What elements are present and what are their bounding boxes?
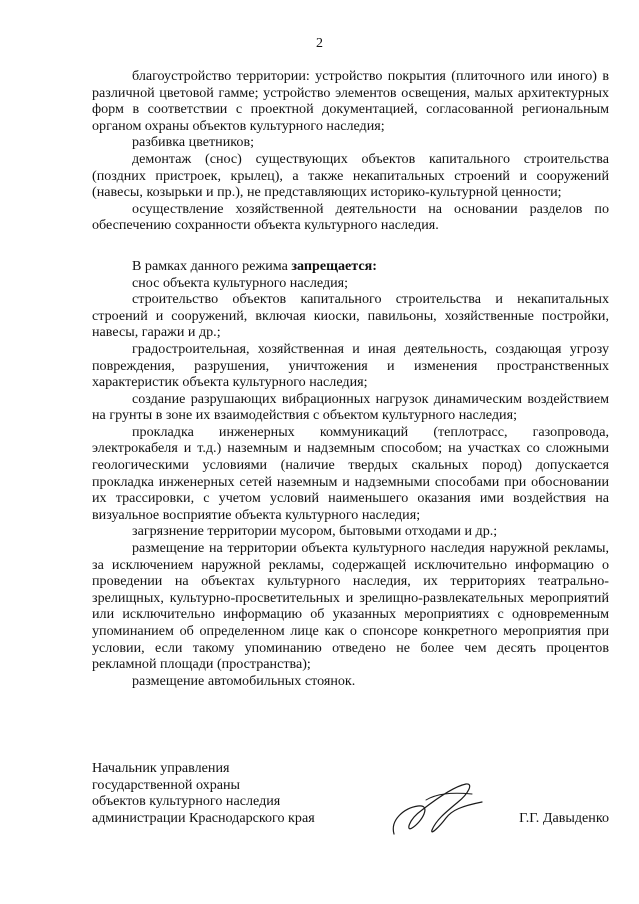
signatory-title-line: администрации Краснодарского края bbox=[92, 809, 315, 826]
allowed-item: благоустройство территории: устройство покрытия (плиточного или иного) в различной цветовой гамме; устройство элементов освещения, малых архитектурных форм в соответствии с проектной документацией, согласованной региональным органом охраны объектов культурного наследия; bbox=[92, 68, 609, 134]
prohibited-item: размещение автомобильных стоянок. bbox=[132, 672, 356, 689]
signature-block bbox=[92, 760, 609, 840]
signatory-name: Г.Г. Давыденко bbox=[519, 809, 609, 826]
handwritten-signature bbox=[382, 780, 492, 840]
prohibited-item: строительство объектов капитального строительства и некапитальных строений и сооружений, включая киоски, павильоны, хозяйственные постройки, навесы, гаражи и др.; bbox=[92, 291, 609, 341]
page-number: 2 bbox=[316, 36, 323, 51]
allowed-item: разбивка цветников; bbox=[132, 134, 255, 151]
prohibited-lead-bold: запрещается: bbox=[291, 257, 377, 274]
prohibited-item: снос объекта культурного наследия; bbox=[132, 274, 349, 291]
paragraph-gap bbox=[92, 234, 609, 258]
signatory-title-line: объектов культурного наследия bbox=[92, 793, 281, 810]
prohibited-item: загрязнение территории мусором, бытовыми отходами и др.; bbox=[132, 523, 498, 540]
allowed-item: осуществление хозяйственной деятельности на основании разделов по обеспечению сохранности объекта культурного наследия. bbox=[92, 200, 609, 234]
prohibited-item: прокладка инженерных коммуникаций (теплотрасс, газопровода, электрокабеля и т.д.) наземным и надземным способом; на участках со сложными геологическими условиями (наличие твердых скальных пород) допускается прокладка инженерных сетей наземным и надземными способами при обосновании их трассировки, с учетом условий наименьшего оказания ими воздействия на визуальное восприятие объекта культурного наследия; bbox=[92, 423, 609, 523]
prohibited-item: создание разрушающих вибрационных нагрузок динамическим воздействием на грунты в зоне их взаимодействия с объектом культурного наследия; bbox=[92, 390, 609, 424]
signatory-title-line: Начальник управления bbox=[92, 760, 230, 776]
allowed-item: демонтаж (снос) существующих объектов капитального строительства (поздних пристроек, крылец), а также некапитальных строений и сооружений (навесы, козырьки и пр.), не представляющих историко-культурной ценности; bbox=[92, 150, 609, 201]
signatory-title-line: государственной охраны bbox=[92, 776, 241, 793]
signatory-title bbox=[92, 760, 315, 826]
prohibited-lead-text: В рамках данного режима bbox=[132, 257, 292, 274]
prohibited-item: размещение на территории объекта культурного наследия наружной рекламы, за исключением наружной рекламы, содержащей исключительно информацию о проведении на объектах культурного наследия, их территориях театрально-зрелищных, культурно-просветительных и зрелищно-развлекательных мероприятий или исключительно информацию об указанных мероприятиях с одновременным упоминанием об определенном лице как о спонсоре конкретного мероприятия при условии, если такому упоминанию отведено не более чем десять процентов рекламной площади (пространства); bbox=[92, 540, 609, 673]
prohibited-item: градостроительная, хозяйственная и иная деятельность, создающая угрозу повреждения, разрушения, уничтожения и изменения пространственных характеристик объекта культурного наследия; bbox=[92, 340, 609, 391]
prohibited-lead bbox=[92, 258, 609, 275]
document-body bbox=[92, 68, 609, 689]
